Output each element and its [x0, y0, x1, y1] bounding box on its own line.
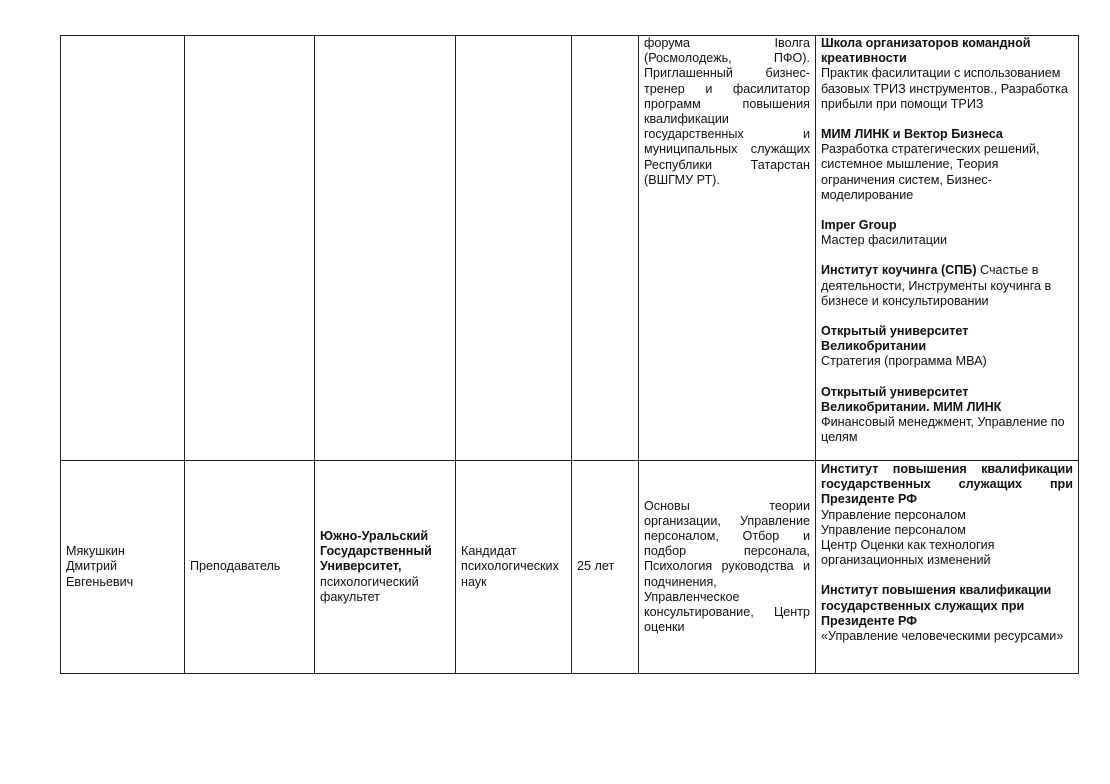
- course-block: Институт коучинга (СПБ) Счастье в деятельности, Инструменты коучинга в бизнесе и консультировании: [821, 263, 1052, 308]
- table-row: [61, 36, 1079, 461]
- cell-position: [185, 36, 315, 461]
- course-block: Imper Group Мастер фасилитации: [821, 218, 948, 248]
- cell-disciplines: [639, 36, 816, 461]
- course-block: Институт повышения квалификации государственных служащих при Президенте РФ «Управление человеческими ресурсами»: [821, 583, 1064, 644]
- course-block: Открытый университет Великобритании Стратегия (программа МВА): [821, 324, 987, 369]
- cell-name: Мякушкин Дмитрий Евгеньевич: [61, 461, 185, 674]
- cell-position: Преподаватель: [185, 461, 315, 674]
- course-block: Институт повышения квалификации государственных служащих при Президенте РФ Управление персоналом Управление персоналом Центр Оценки как технология организационных изменений: [821, 462, 1073, 568]
- table-row: [61, 461, 1079, 674]
- disciplines-text: Основы теории организации, Управление персоналом, Отбор и подбор персонала, Психология руководства и подчинения, Управленческое консультирование, Центр оценки: [644, 498, 810, 635]
- cell-experience: [572, 36, 639, 461]
- course-block: Открытый университет Великобритании. МИМ ЛИНК Финансовый менеджмент, Управление по целям: [821, 384, 1065, 445]
- cell-courses: [816, 461, 1079, 674]
- disciplines-text: форума Іволга (Росмолодежь, ПФО). Приглашенный бизнес-тренер и фасилитатор программ повышения квалификации государственных и муниципальных служащих Республики Татарстан (ВШГМУ РТ).: [644, 36, 810, 187]
- cell-courses: [816, 36, 1079, 461]
- cell-education: Южно-Уральский Государственный Университет, психологический факультет: [315, 461, 456, 674]
- cell-name: [61, 36, 185, 461]
- course-block: Школа организаторов командной креативности Практик фасилитации с использованием базовых ТРИЗ инструментов., Разработка прибыли при помощи ТРИЗ: [821, 36, 1068, 111]
- course-block: МИМ ЛИНК и Вектор Бизнеса Разработка стратегических решений, системное мышление, Теория ограничения систем, Бизнес-моделирование: [821, 127, 1040, 202]
- cell-disciplines: [639, 461, 816, 674]
- cell-degree: Кандидат психологических наук: [456, 461, 572, 674]
- cell-degree: [456, 36, 572, 461]
- cell-education: [315, 36, 456, 461]
- staff-table: [60, 35, 1079, 674]
- cell-experience: 25 лет: [572, 461, 639, 674]
